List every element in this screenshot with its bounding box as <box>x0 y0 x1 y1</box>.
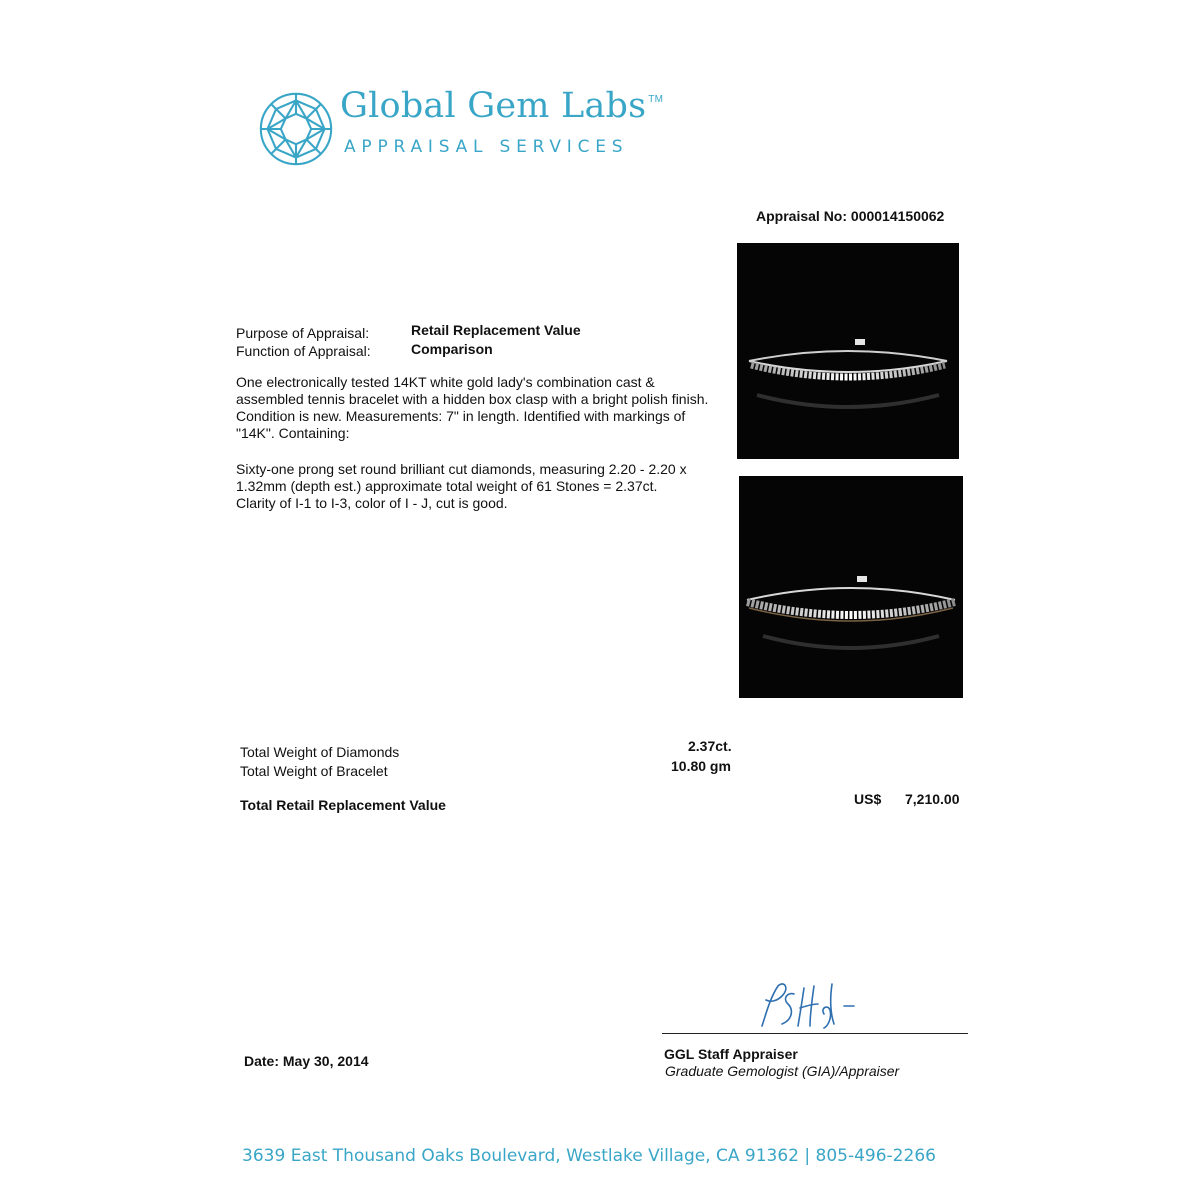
appraiser-title: Graduate Gemologist (GIA)/Appraiser <box>665 1063 900 1079</box>
total-retail-label: Total Retail Replacement Value <box>240 797 446 813</box>
total-retail-value: 7,210.00 <box>905 791 960 807</box>
total-weight-bracelet-value: 10.80 gm <box>671 758 731 774</box>
brand-name-text: Global Gem Labs <box>340 86 647 126</box>
bracelet-image-icon <box>739 476 963 698</box>
total-weight-diamonds-value: 2.37ct. <box>688 738 732 754</box>
trademark-mark: TM <box>648 94 664 105</box>
total-weight-diamonds-label: Total Weight of Diamonds <box>240 744 400 760</box>
function-label: Function of Appraisal: <box>236 343 371 359</box>
stones-description: Sixty-one prong set round brilliant cut diamonds, measuring 2.20 - 2.20 x 1.32mm (depth est.) approximate total weight of 61 Stones = 2.37ct. Clarity of I-1 to I-3, color of I - J, cut is good. <box>236 461 687 511</box>
item-description: One electronically tested 14KT white gold lady's combination cast & assembled tennis bracelet with a hidden box clasp with a bright polish finish. Condition is new. Measurements: 7" in length. Identified with markings of "14K". Containing: <box>236 374 709 441</box>
bracelet-photo-top <box>737 243 959 459</box>
function-value: Comparison <box>411 341 493 357</box>
purpose-value: Retail Replacement Value <box>411 322 581 338</box>
bracelet-photo-bottom <box>739 476 963 698</box>
signature-icon <box>748 978 868 1038</box>
footer-address: 3639 East Thousand Oaks Boulevard, Westlake Village, CA 91362 | 805-496-2266 <box>242 1146 936 1166</box>
appraisal-date: Date: May 30, 2014 <box>244 1053 369 1069</box>
diamond-crown-icon <box>258 91 334 167</box>
currency-label: US$ <box>854 791 882 807</box>
bracelet-image-icon <box>737 243 959 459</box>
appraisal-number: Appraisal No: 000014150062 <box>756 208 945 224</box>
appraiser-name: GGL Staff Appraiser <box>664 1046 798 1062</box>
brand-subtitle: APPRAISAL SERVICES <box>344 137 629 157</box>
purpose-label: Purpose of Appraisal: <box>236 325 370 341</box>
total-weight-bracelet-label: Total Weight of Bracelet <box>240 763 388 779</box>
signature-line <box>662 1033 968 1034</box>
brand-name <box>340 86 663 126</box>
